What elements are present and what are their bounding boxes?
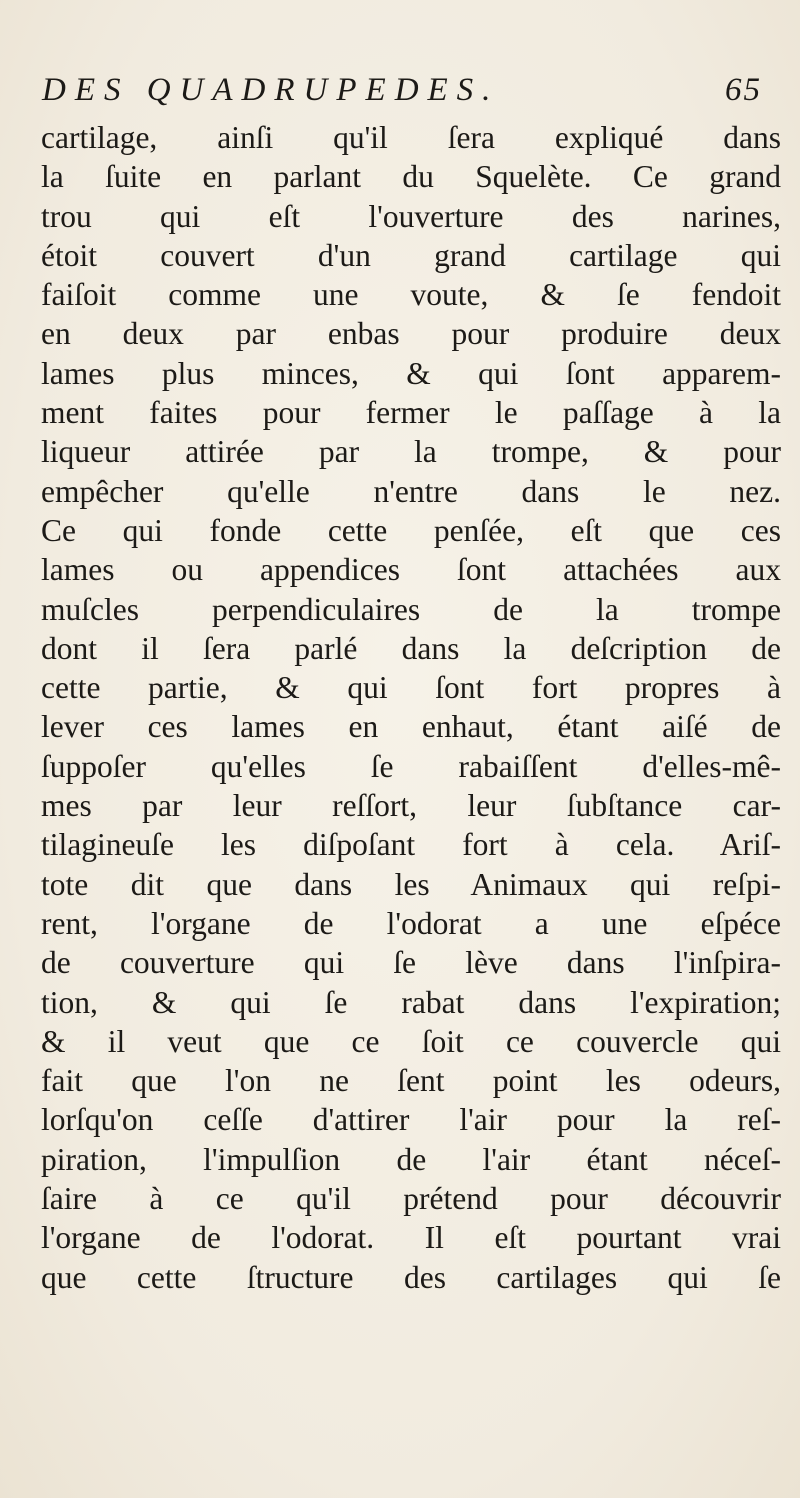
text-line: & il veut que ce ſoit ce couvercle qui (41, 1023, 781, 1059)
text-line: muſcles perpendiculaires de la trompe (41, 591, 781, 627)
text-line: lorſqu'on ceſſe d'attirer l'air pour la reſ- (41, 1102, 781, 1138)
text-line: tote dit que dans les Animaux qui reſpi- (41, 866, 781, 902)
text-line: que cette ſtructure des cartilages qui ſe (41, 1259, 781, 1295)
text-line: tion, & qui ſe rabat dans l'expiration; (41, 984, 781, 1020)
text-line: l'organe de l'odorat. Il eſt pourtant vrai (41, 1220, 781, 1256)
text-line: lames plus minces, & qui ſont apparem- (41, 355, 781, 391)
text-line: Ce qui fonde cette penſée, eſt que ces (41, 512, 781, 548)
text-line: trou qui eſt l'ouverture des narines, (41, 198, 781, 234)
text-line: mes par leur reſſort, leur ſubſtance car- (41, 788, 781, 824)
text-line: ſaire à ce qu'il prétend pour découvrir (41, 1181, 781, 1217)
text-line: rent, l'organe de l'odorat a une eſpéce (41, 905, 781, 941)
body-text (41, 118, 781, 1297)
page-number: 65 (725, 72, 762, 108)
running-head (42, 72, 762, 112)
text-line: cartilage, ainſi qu'il ſera expliqué dans (41, 120, 781, 155)
text-line: lames ou appendices ſont attachées aux (41, 552, 781, 588)
text-line: tilagineuſe les diſpoſant fort à cela. Ariſ- (41, 827, 781, 863)
text-line: lever ces lames en enhaut, étant aiſé de (41, 709, 781, 745)
text-line: de couverture qui ſe lève dans l'inſpira- (41, 945, 781, 981)
text-line: la ſuite en parlant du Squelète. Ce grand (41, 159, 781, 195)
text-line: ſuppoſer qu'elles ſe rabaiſſent d'elles-mê- (41, 748, 781, 784)
text-line: piration, l'impulſion de l'air étant néceſ- (41, 1141, 781, 1177)
text-line: étoit couvert d'un grand cartilage qui (41, 237, 781, 273)
text-line: cette partie, & qui ſont fort propres à (41, 670, 781, 706)
text-line: liqueur attirée par la trompe, & pour (41, 434, 781, 470)
text-line: fait que l'on ne ſent point les odeurs, (41, 1063, 781, 1099)
running-head-title: DES QUADRUPEDES. (42, 72, 500, 108)
text-line: ment faites pour fermer le paſſage à la (41, 395, 781, 431)
text-line: empêcher qu'elle n'entre dans le nez. (41, 473, 781, 509)
text-line: dont il ſera parlé dans la deſcription de (41, 630, 781, 666)
text-line: en deux par enbas pour produire deux (41, 316, 781, 352)
text-line: faiſoit comme une voute, & ſe fendoit (41, 277, 781, 313)
